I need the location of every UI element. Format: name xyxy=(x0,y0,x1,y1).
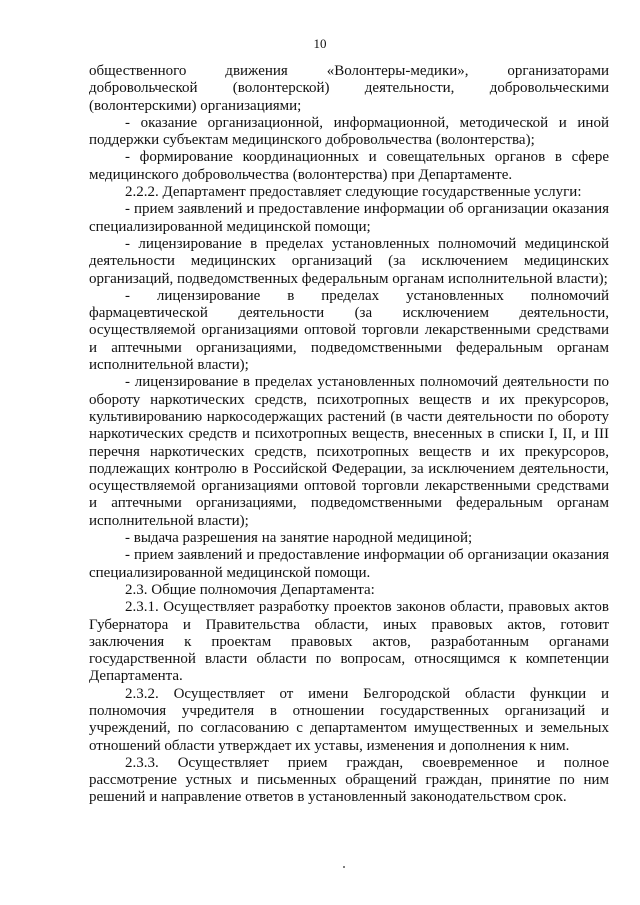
section-2-3-3: 2.3.3. Осуществляет прием граждан, своевременное и полное рассмотрение устных и письменных обращений граждан, принятие по ним решений и направление ответов в установленный законодательством срок. xyxy=(89,754,609,806)
section-2-3-2: 2.3.2. Осуществляет от имени Белгородской области функции и полномочия учредителя в отношении государственных организаций и учреждений, по согласованию с департаментом имущественных и земельных отношений области утверждает их уставы, изменения и дополнения к ним. xyxy=(89,685,609,754)
scan-artifact-dot xyxy=(343,866,345,868)
list-item-narcotics-licensing: - лицензирование в пределах установленных полномочий деятельности по обороту наркотических средств, психотропных веществ и их прекурсоров, культивированию наркосодержащих растений (в части деятельности по обороту наркотических средств и психотропных веществ, внесенных в списки I, II, и III перечня наркотических средств, психотропных веществ и их прекурсоров, подлежащих контролю в Российской Федерации, за исключением деятельности, осуществляемой организациями оптовой торговли лекарственными средствами и аптечными организациями, подведомственными федеральным органам исполнительной власти); xyxy=(89,374,609,529)
list-item-coordination-bodies: - формирование координационных и совещательных органов в сфере медицинского добровольчества (волонтерства) при Департаменте. xyxy=(89,149,609,183)
section-2-3-heading: 2.3. Общие полномочия Департамента: xyxy=(125,581,375,598)
document-body xyxy=(89,63,609,807)
list-item-support: - оказание организационной, информационной, методической и иной поддержки субъектам медицинского добровольчества (волонтерства); xyxy=(89,114,609,149)
paragraph-continuation: общественного движения «Волонтеры-медики», организаторами добровольческой (волонтерской) деятельности, добровольческими (волонтерскими) организациями; xyxy=(89,63,609,114)
section-2-3-1: 2.3.1. Осуществляет разработку проектов законов области, правовых актов Губернатора и Правительства области, иных правовых актов, готовит заключения к проектам правовых актов, разработанным органами государственной власти области по вопросам, относящимся к компетенции Департамента. xyxy=(89,599,609,685)
list-item-pharma-licensing: - лицензирование в пределах установленных полномочий фармацевтической деятельности (за исключением деятельности, осуществляемой организациями оптовой торговли лекарственными средствами и аптечными организациями, подведомственными федеральным органам исполнительной власти); xyxy=(89,287,609,374)
list-item-specialized-care-info: - прием заявлений и предоставление информации об организации оказания специализированной медицинской помощи; xyxy=(89,201,609,235)
list-item-medical-licensing: - лицензирование в пределах установленных полномочий медицинской деятельности медицинских организаций (за исключением медицинских организаций, подведомственных федеральным органам исполнительной власти); xyxy=(89,235,609,287)
page-number: 10 xyxy=(313,36,327,51)
list-item-folk-medicine-permit: - выдача разрешения на занятие народной медициной; xyxy=(125,530,473,547)
list-item-specialized-care-info-2: - прием заявлений и предоставление информации об организации оказания специализированной медицинской помощи. xyxy=(89,547,609,581)
section-2-2-2-heading: 2.2.2. Департамент предоставляет следующие государственные услуги: xyxy=(125,184,582,201)
